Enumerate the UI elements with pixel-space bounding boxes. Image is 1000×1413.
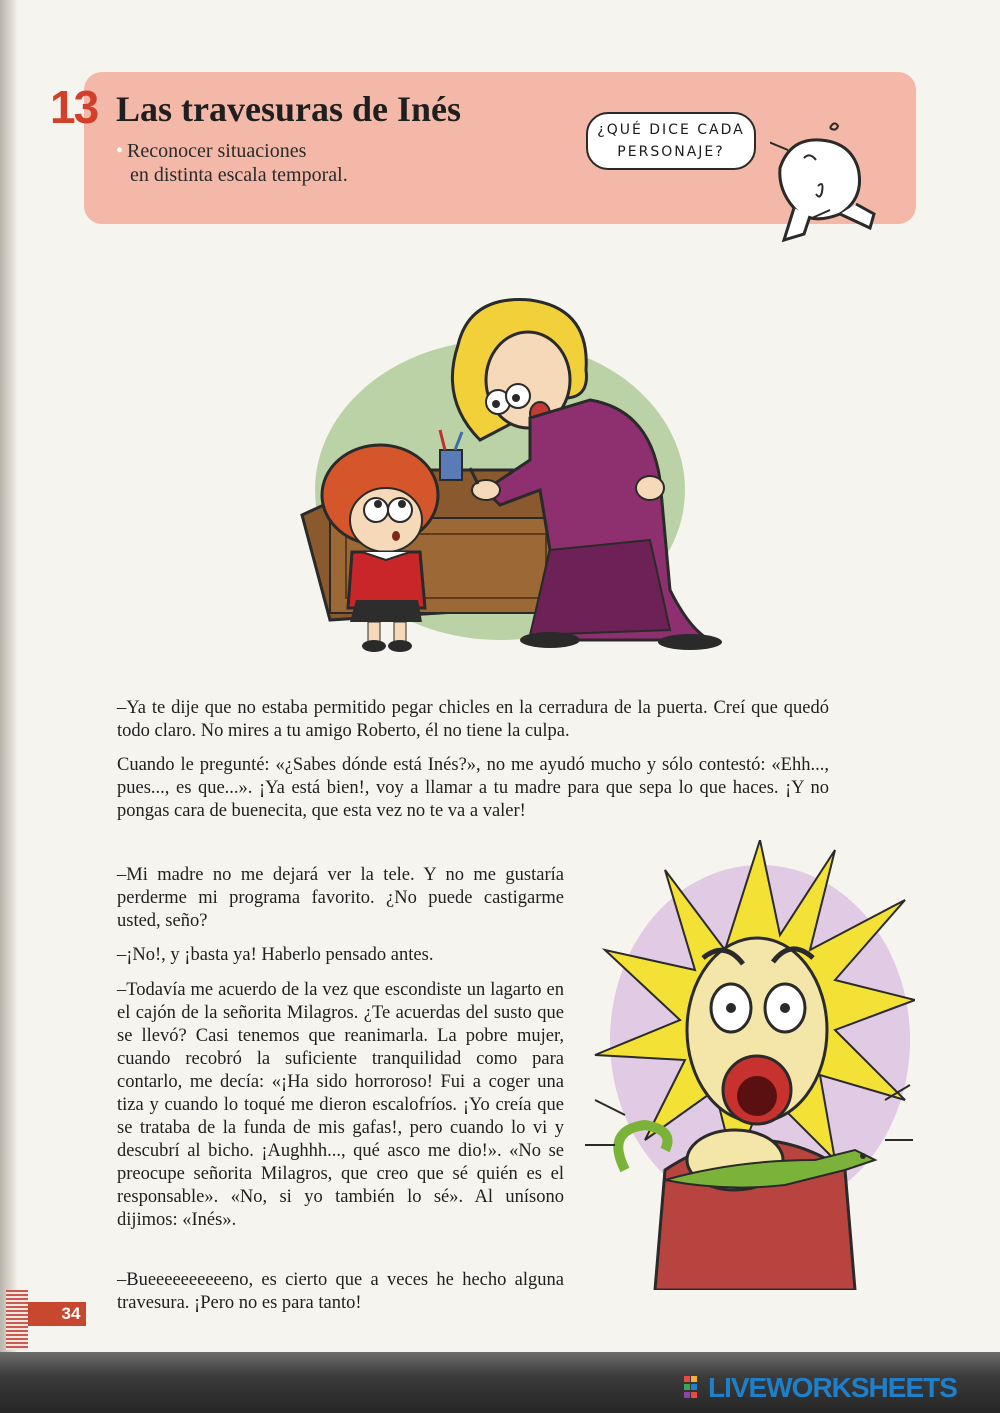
thinking-character-icon xyxy=(770,118,890,248)
teacher-and-girl-illustration xyxy=(290,290,730,660)
objective-line-1: Reconocer situaciones xyxy=(127,140,307,162)
paragraph-4: –¡No!, y ¡basta ya! Haberlo pensado antes. xyxy=(117,944,434,965)
objective-line-2: en distinta escala temporal. xyxy=(130,164,348,186)
bubble-line-1: ¿QUÉ DICE CADA xyxy=(597,122,745,138)
bullet-icon: • xyxy=(116,140,124,162)
paragraph-3: –Mi madre no me dejará ver la tele. Y no me gustaría perderme mi programa favorito. ¿No puede castigarme usted, seño? xyxy=(117,864,564,931)
lesson-objective xyxy=(116,139,436,187)
scared-woman-lizard-illustration xyxy=(585,840,915,1290)
liveworksheets-logo-icon xyxy=(684,1376,704,1400)
paragraph-1: –Ya te dije que no estaba permitido pegar chicles en la cerradura de la puerta. Creí que quedó todo claro. No mires a tu amigo Roberto, él no tiene la culpa. xyxy=(117,697,829,741)
paragraph-5: –Todavía me acuerdo de la vez que escondiste un lagarto en el cajón de la señorita Milagros. ¿Te acuerdas del susto que se llevó? Casi tenemos que reanimarla. La pobre mujer, cuando recobró la suficiente tranquilidad como para contarlo, me decía: «¡Ha sido horroroso! Fui a coger una tiza y cuando lo toqué me dieron escalofríos. ¡Yo creía que se trataba de la funda de mis gafas!, pero cuando lo vi y descubrí al bicho. ¡Aughhh..., qué asco me dio!». «No se preocupe señorita Milagros, que creo que sé quién es el responsable». «No, si yo también lo sé». Al unísono dijimos: «Inés». xyxy=(117,979,564,1230)
paragraph-6: –Bueeeeeeeeeeno, es cierto que a veces he hecho alguna travesura. ¡Pero no es para tanto! xyxy=(117,1269,564,1313)
page-number: 34 xyxy=(61,1304,81,1323)
watermark-text: LIVEWORKSHEETS xyxy=(708,1372,957,1403)
page-edge-stack xyxy=(6,1290,28,1350)
lesson-title: Las travesuras de Inés xyxy=(116,89,462,129)
speech-bubble xyxy=(586,112,756,170)
bubble-line-2: PERSONAJE? xyxy=(617,144,725,160)
paragraph-2: Cuando le pregunté: «¿Sabes dónde está Inés?», no me ayudó mucho y sólo contestó: «Ehh..., pues..., es que...». ¡Ya está bien!, voy a llamar a tu madre para que sepa lo que haces. ¡Y no pongas cara de buenecita, que esta vez no te va a valer! xyxy=(117,754,829,821)
page-gutter-shadow xyxy=(0,0,18,1413)
lesson-number: 13 xyxy=(50,81,98,133)
